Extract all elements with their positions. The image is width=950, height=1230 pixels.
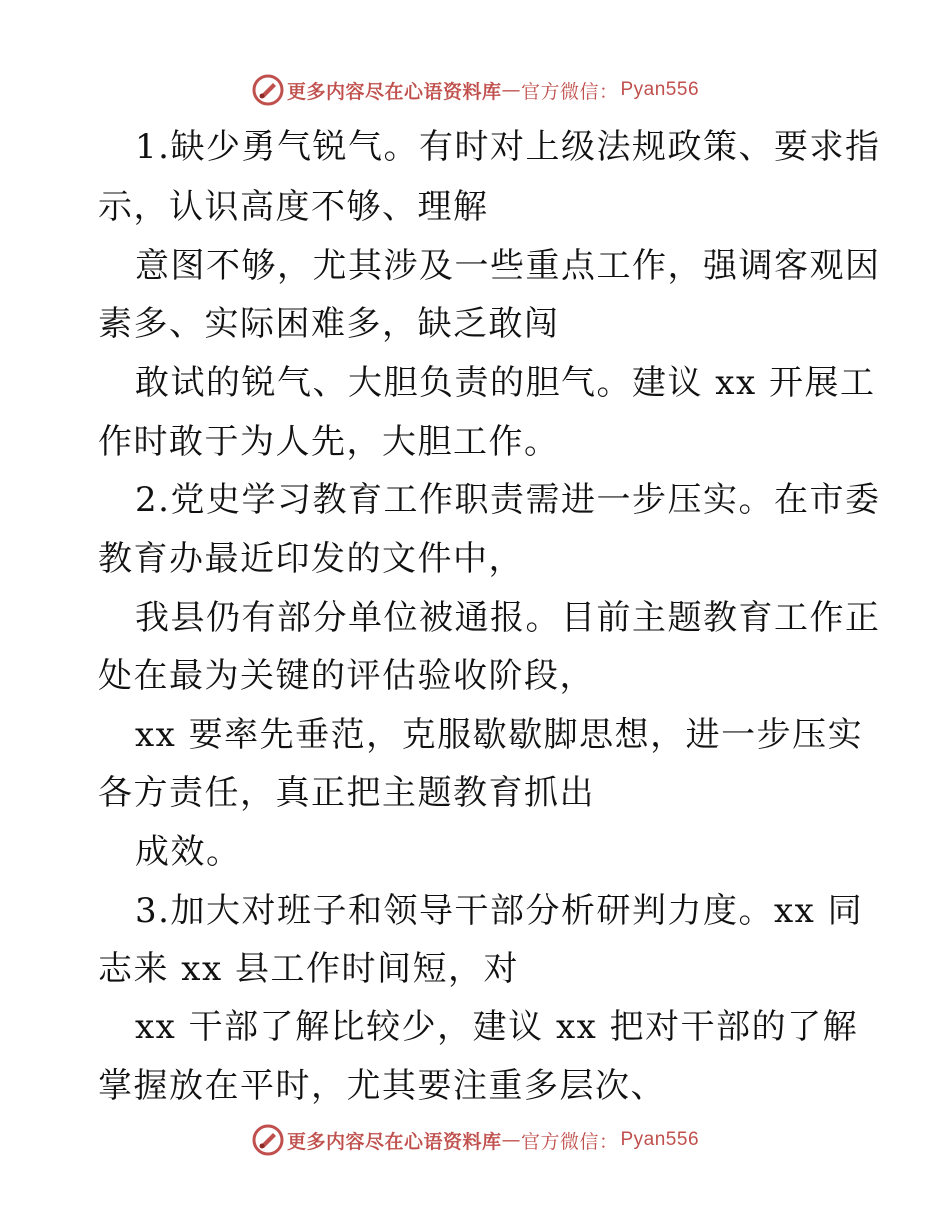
text-line: 3.加大对班子和领导干部分析研判力度。xx 同 bbox=[135, 891, 864, 931]
text-line: 掌握放在平时，尤其要注重多层次、 bbox=[98, 1066, 666, 1106]
text-line: xx 要率先垂范，克服歇歇脚思想，进一步压实 bbox=[135, 715, 864, 755]
text-line: xx 干部了解比较少，建议 xx 把对干部的了解 bbox=[135, 1007, 859, 1047]
text-line: 1.缺少勇气锐气。有时对上级法规政策、要求指 bbox=[135, 127, 881, 167]
brand-logo-icon bbox=[251, 1123, 285, 1157]
text-line: 作时敢于为人先，大胆工作。 bbox=[98, 422, 560, 462]
banner-wechat-id: Pyan556 bbox=[620, 1129, 700, 1150]
banner-wechat-label: 官方微信： bbox=[520, 1130, 619, 1153]
brand-logo-icon bbox=[251, 73, 285, 107]
banner-separator: — bbox=[501, 79, 521, 101]
banner-brand-text: 更多内容尽在心语资料库 bbox=[286, 80, 502, 103]
banner-brand-text: 更多内容尽在心语资料库 bbox=[286, 1130, 502, 1153]
text-line: 处在最为关键的评估验收阶段， bbox=[98, 656, 595, 696]
banner-separator: — bbox=[501, 1129, 521, 1151]
text-line: 志来 xx 县工作时间短，对 bbox=[98, 949, 519, 989]
text-line: 敢试的锐气、大胆负责的胆气。建议 xx 开展工 bbox=[135, 363, 876, 403]
text-line: 2.党史学习教育工作职责需进一步压实。在市委 bbox=[135, 480, 881, 520]
text-line: 意图不够，尤其涉及一些重点工作，强调客观因 bbox=[135, 246, 881, 286]
banner-wechat-label: 官方微信： bbox=[520, 80, 619, 103]
text-line: 成效。 bbox=[135, 832, 242, 872]
header-banner bbox=[0, 73, 950, 107]
banner-wechat-id: Pyan556 bbox=[620, 79, 700, 100]
text-line: 我县仍有部分单位被通报。目前主题教育工作正 bbox=[135, 598, 881, 638]
text-line: 示，认识高度不够、理解 bbox=[98, 187, 489, 227]
text-line: 各方责任，真正把主题教育抓出 bbox=[98, 773, 595, 813]
text-line: 素多、实际困难多，缺乏敢闯 bbox=[98, 304, 560, 344]
text-line: 教育办最近印发的文件中， bbox=[98, 539, 524, 579]
footer-banner bbox=[0, 1123, 950, 1157]
